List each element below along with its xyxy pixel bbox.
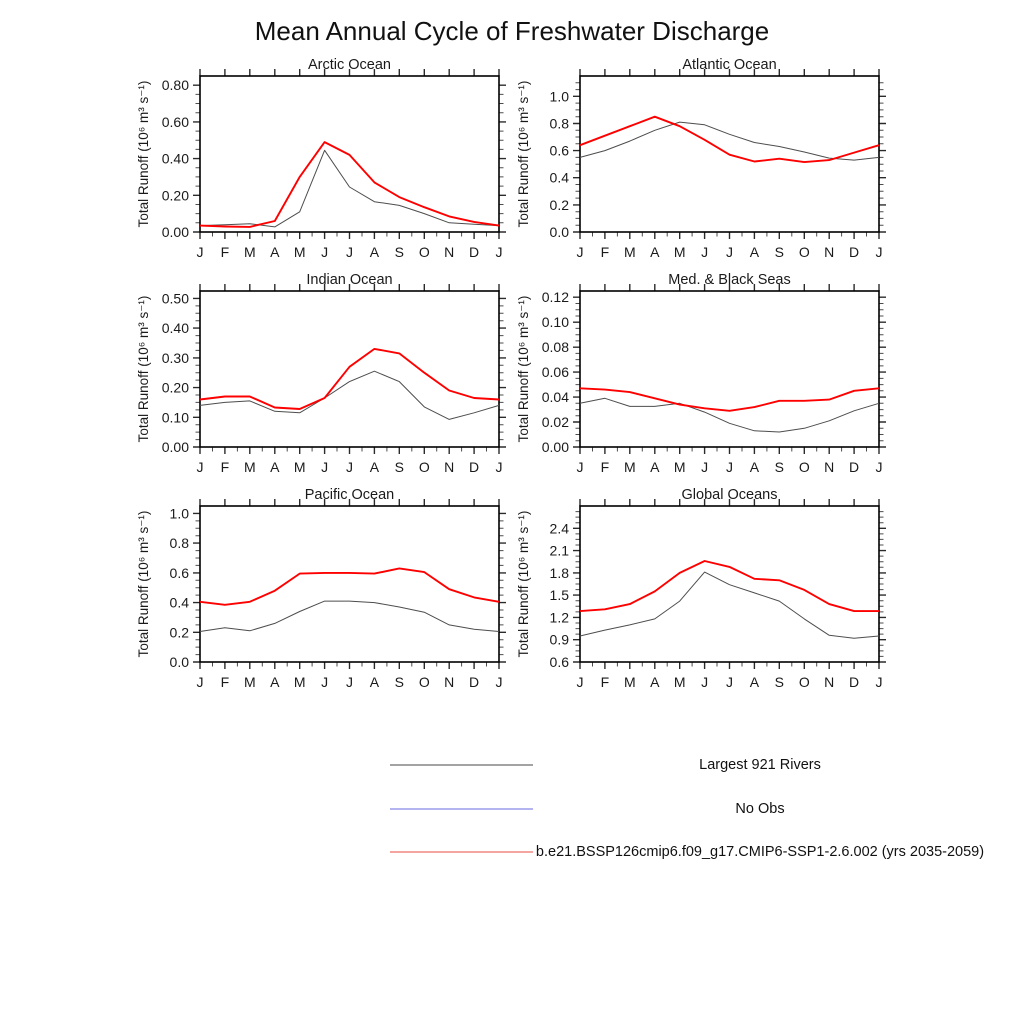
x-tick-label: O (798, 244, 810, 260)
panel-indian-ocean (125, 269, 520, 487)
series-line-model (580, 117, 879, 162)
x-tick-label: O (798, 674, 810, 690)
legend-label-observed: Largest 921 Rivers (699, 757, 821, 773)
minor-ticks (576, 304, 884, 452)
minor-ticks (196, 521, 504, 667)
x-tick-label: J (196, 244, 204, 260)
y-tick-label: 0.20 (161, 187, 189, 204)
series-line-observed (200, 601, 499, 631)
x-tick-label: S (394, 459, 404, 475)
x-tick-label: J (196, 459, 204, 475)
y-tick-label: 1.5 (549, 587, 569, 604)
x-tick-label: M (293, 459, 306, 475)
y-tick-label: 0.60 (161, 113, 189, 130)
global-oceans-chart (505, 484, 900, 702)
y-tick-label: 0.12 (541, 289, 569, 306)
x-tick-label: M (623, 674, 636, 690)
x-tick-label: D (469, 459, 480, 475)
x-tick-label: J (321, 459, 329, 475)
x-tick-label: M (293, 244, 306, 260)
x-tick-label: A (369, 459, 380, 475)
plot-box (200, 291, 499, 447)
x-tick-label: S (394, 244, 404, 260)
y-tick-label: 0.4 (549, 169, 569, 186)
pacific-ocean-chart (125, 484, 520, 702)
panel-title: Arctic Ocean (308, 57, 391, 73)
x-tick-label: M (623, 459, 636, 475)
x-tick-label: J (346, 674, 353, 690)
y-tick-label: 0.20 (161, 379, 189, 396)
x-tick-label: F (220, 244, 230, 260)
x-tick-label: M (673, 244, 686, 260)
x-tick-label: A (270, 459, 280, 475)
y-tick-label: 0.80 (161, 77, 189, 94)
x-tick-label: A (749, 459, 760, 475)
y-axis-label: Total Runoff (10⁶ m³ s⁻¹) (136, 295, 151, 443)
minor-ticks (576, 83, 884, 237)
y-tick-label: 0.4 (169, 594, 189, 611)
x-tick-label: O (418, 244, 430, 260)
panel-title: Med. & Black Seas (668, 272, 791, 288)
x-tick-label: S (394, 674, 404, 690)
x-tick-label: A (650, 674, 660, 690)
x-tick-label: S (774, 244, 784, 260)
y-axis-label: Total Runoff (10⁶ m³ s⁻¹) (136, 80, 151, 228)
panel-title: Indian Ocean (306, 272, 393, 288)
x-tick-label: N (444, 459, 455, 475)
y-axis-label: Total Runoff (10⁶ m³ s⁻¹) (136, 510, 151, 658)
y-tick-label: 0.10 (161, 409, 189, 426)
x-tick-label: D (849, 244, 860, 260)
x-tick-label: N (824, 244, 835, 260)
x-tick-label: J (495, 459, 503, 475)
legend-line-no-obs (390, 808, 533, 810)
y-tick-label: 0.40 (161, 320, 189, 337)
panel-global-oceans (505, 484, 900, 702)
series-line-model (580, 561, 879, 611)
x-tick-label: O (418, 674, 430, 690)
x-tick-label: J (875, 244, 883, 260)
y-axis-label: Total Runoff (10⁶ m³ s⁻¹) (516, 510, 531, 658)
x-tick-label: D (469, 674, 480, 690)
y-tick-label: 0.08 (541, 339, 569, 356)
y-tick-label: 0.00 (541, 439, 569, 455)
x-tick-label: F (600, 674, 610, 690)
x-tick-label: J (321, 244, 329, 260)
x-tick-label: A (369, 674, 380, 690)
y-axis-label: Total Runoff (10⁶ m³ s⁻¹) (516, 295, 531, 443)
x-tick-label: N (824, 674, 835, 690)
x-tick-label: J (701, 244, 709, 260)
series-line-observed (200, 371, 499, 419)
x-tick-label: F (220, 459, 230, 475)
x-tick-label: A (270, 244, 280, 260)
panel-title: Global Oceans (681, 487, 778, 503)
x-tick-label: M (243, 674, 256, 690)
series-line-model (580, 388, 879, 411)
x-tick-label: J (576, 459, 584, 475)
x-tick-label: M (673, 459, 686, 475)
y-tick-label: 0.0 (169, 654, 189, 670)
series-line-observed (200, 150, 499, 227)
y-tick-label: 0.40 (161, 150, 189, 167)
y-tick-label: 1.2 (549, 609, 569, 626)
y-tick-label: 0.6 (549, 142, 569, 159)
x-tick-label: D (849, 459, 860, 475)
x-tick-label: A (650, 459, 660, 475)
x-tick-label: N (444, 674, 455, 690)
y-tick-label: 0.2 (549, 196, 569, 213)
y-tick-label: 1.0 (549, 88, 569, 105)
legend-item-observed (0, 757, 1024, 773)
x-tick-label: M (243, 244, 256, 260)
y-tick-label: 2.1 (549, 542, 569, 559)
y-tick-label: 0.6 (169, 564, 189, 581)
legend-line-observed (390, 764, 533, 766)
x-tick-label: J (346, 244, 353, 260)
x-tick-label: J (196, 674, 204, 690)
x-tick-label: J (875, 459, 883, 475)
x-tick-label: F (220, 674, 230, 690)
x-tick-label: O (418, 459, 430, 475)
x-tick-label: N (824, 459, 835, 475)
y-tick-label: 0.00 (161, 439, 189, 455)
y-tick-label: 0.00 (161, 224, 189, 240)
legend-label-model: b.e21.BSSP126cmip6.f09_g17.CMIP6-SSP1-2.6.002 (yrs 2035-2059) (535, 844, 985, 860)
x-tick-label: J (321, 674, 329, 690)
minor-ticks (196, 94, 504, 236)
panel-title: Atlantic Ocean (682, 57, 777, 73)
x-tick-label: S (774, 459, 784, 475)
x-tick-label: J (346, 459, 353, 475)
panel-pacific-ocean (125, 484, 520, 702)
y-tick-label: 0.9 (549, 631, 569, 648)
panel-title: Pacific Ocean (304, 487, 395, 503)
x-tick-label: M (293, 674, 306, 690)
x-tick-label: A (749, 674, 760, 690)
x-tick-label: J (726, 459, 733, 475)
figure-title: Mean Annual Cycle of Freshwater Discharge (254, 16, 770, 46)
series-line-model (200, 142, 499, 227)
series-line-model (200, 568, 499, 604)
y-axis-label: Total Runoff (10⁶ m³ s⁻¹) (516, 80, 531, 228)
panel-med-black-seas (505, 269, 900, 487)
legend-item-no-obs (0, 801, 1024, 817)
legend-line-model (390, 851, 533, 853)
minor-ticks (196, 306, 504, 452)
x-tick-label: D (849, 674, 860, 690)
arctic-ocean-chart (125, 54, 520, 272)
x-tick-label: M (243, 459, 256, 475)
series-line-model (200, 349, 499, 409)
major-ticks (193, 499, 506, 669)
x-tick-label: N (444, 244, 455, 260)
x-tick-label: J (701, 459, 709, 475)
x-tick-label: D (469, 244, 480, 260)
legend-label-no-obs: No Obs (735, 801, 785, 817)
y-tick-label: 0.06 (541, 364, 569, 381)
y-tick-label: 0.6 (549, 654, 569, 670)
y-tick-label: 0.8 (169, 535, 189, 552)
legend-item-model (0, 844, 1024, 860)
panel-arctic-ocean (125, 54, 520, 272)
y-tick-label: 0.50 (161, 290, 189, 307)
x-tick-label: M (623, 244, 636, 260)
x-tick-label: J (701, 674, 709, 690)
x-tick-label: J (726, 674, 733, 690)
x-tick-label: A (650, 244, 660, 260)
plot-box (200, 506, 499, 662)
y-tick-label: 0.02 (541, 414, 569, 430)
major-ticks (193, 284, 506, 454)
x-tick-label: J (875, 674, 883, 690)
y-tick-label: 2.4 (549, 520, 569, 537)
y-tick-label: 0.30 (161, 349, 189, 366)
minor-ticks (576, 512, 884, 667)
x-tick-label: A (270, 674, 280, 690)
x-tick-label: A (369, 244, 380, 260)
major-ticks (573, 284, 886, 454)
x-tick-label: S (774, 674, 784, 690)
indian-ocean-chart (125, 269, 520, 487)
x-tick-label: A (749, 244, 760, 260)
x-tick-label: F (600, 459, 610, 475)
x-tick-label: F (600, 244, 610, 260)
med-black-seas-chart (505, 269, 900, 487)
series-line-observed (580, 398, 879, 432)
x-tick-label: J (495, 244, 503, 260)
x-tick-label: J (576, 244, 584, 260)
major-ticks (573, 499, 886, 669)
x-tick-label: M (673, 674, 686, 690)
x-tick-label: J (726, 244, 733, 260)
y-tick-label: 0.0 (549, 224, 569, 240)
y-tick-label: 0.04 (541, 389, 569, 406)
panel-atlantic-ocean (505, 54, 900, 272)
plot-box (580, 506, 879, 662)
y-tick-label: 1.0 (169, 505, 189, 522)
x-tick-label: J (576, 674, 584, 690)
y-tick-label: 0.10 (541, 314, 569, 331)
x-tick-label: J (495, 674, 503, 690)
y-tick-label: 1.8 (549, 564, 569, 581)
atlantic-ocean-chart (505, 54, 900, 272)
y-tick-label: 0.2 (169, 624, 189, 641)
y-tick-label: 0.8 (549, 115, 569, 132)
x-tick-label: O (798, 459, 810, 475)
